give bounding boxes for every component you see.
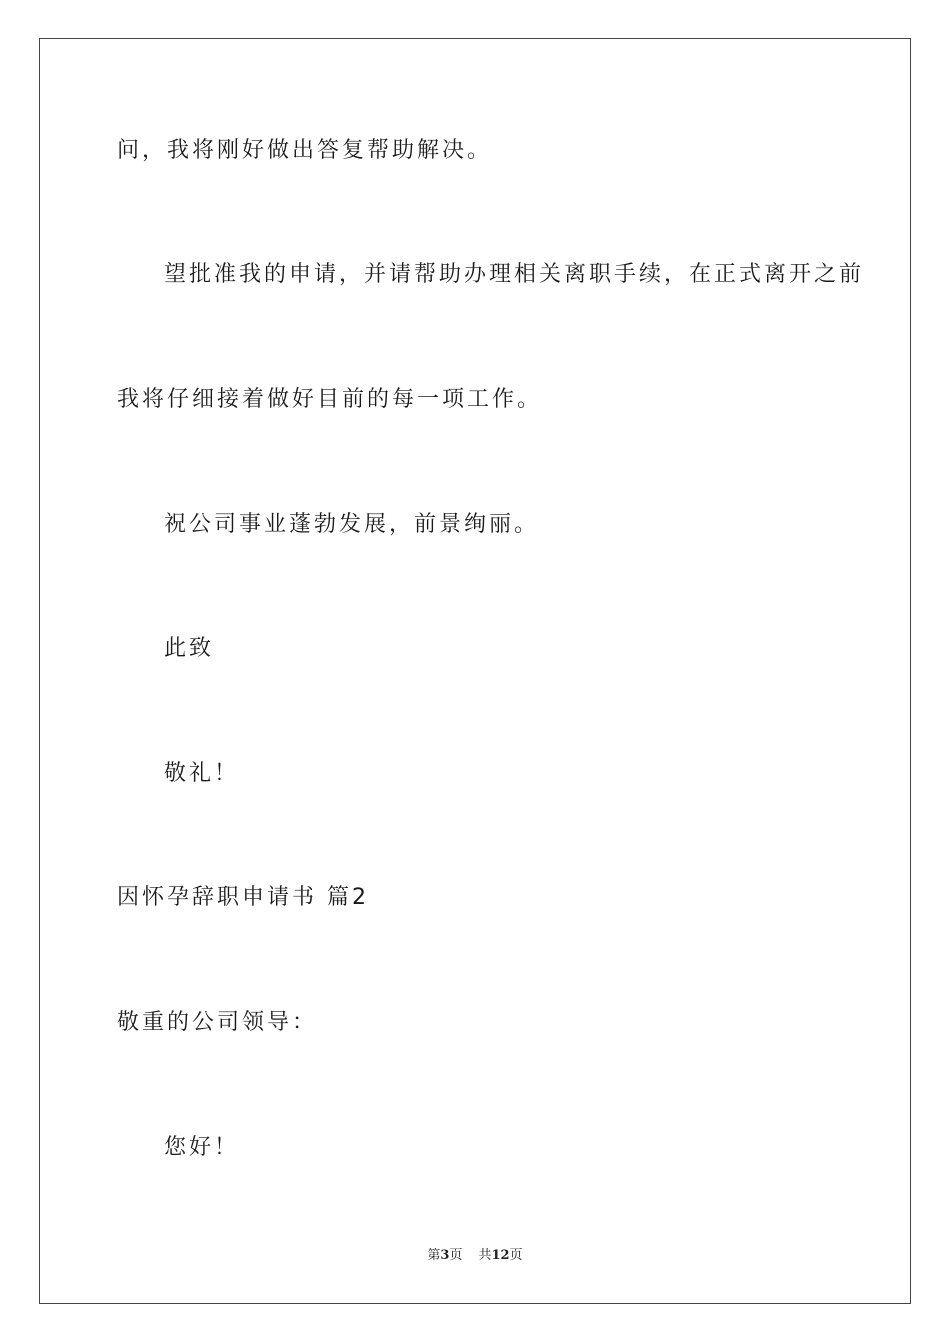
page-footer <box>0 1247 950 1265</box>
letter-opening: 您好！ <box>164 1135 240 1160</box>
page-border <box>39 38 911 1304</box>
section-heading: 因怀孕辞职申请书 篇2 <box>117 885 369 910</box>
closing-wish: 祝公司事业蓬勃发展，前景绚丽。 <box>164 512 540 537</box>
closing-respect: 敬礼！ <box>164 761 240 786</box>
closing-salutation: 此致 <box>164 636 215 661</box>
footer-page-prefix: 第 <box>427 1248 441 1263</box>
footer-page-suffix: 页 <box>449 1248 463 1263</box>
footer-total-pages: 12 <box>491 1248 510 1263</box>
letter-greeting: 敬重的公司领导： <box>117 1010 318 1035</box>
footer-page-number: 3 <box>440 1248 450 1263</box>
footer-total-suffix: 页 <box>509 1248 523 1263</box>
body-paragraph: 问，我将刚好做出答复帮助解决。 <box>117 138 493 163</box>
body-paragraph: 我将仔细接着做好目前的每一项工作。 <box>117 387 543 412</box>
footer-total-prefix: 共 <box>478 1248 492 1263</box>
body-paragraph: 望批准我的申请，并请帮助办理相关离职手续，在正式离开之前 <box>164 262 865 287</box>
